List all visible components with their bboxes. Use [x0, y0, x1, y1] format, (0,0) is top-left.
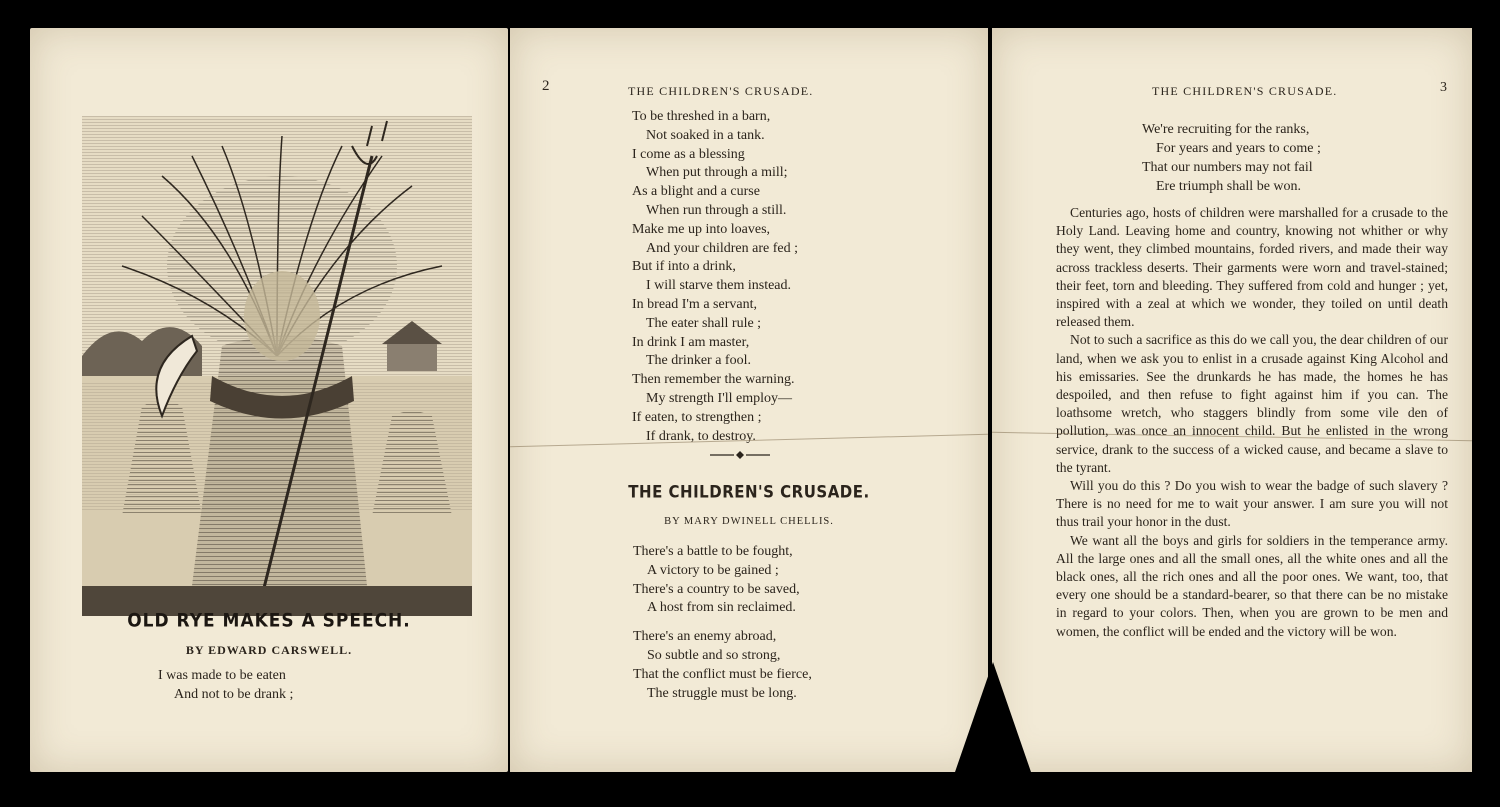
poem-line: As a blight and a curse — [632, 184, 760, 200]
page-middle — [510, 28, 988, 772]
page-right — [992, 28, 1472, 772]
page-number: 2 — [542, 78, 550, 94]
poem-line: When put through a mill; — [646, 165, 788, 181]
running-header: THE CHILDREN'S CRUSADE. — [628, 84, 814, 98]
poem-line: If eaten, to strengthen ; — [632, 409, 762, 425]
poem-continuation — [632, 108, 798, 446]
ornament-divider — [710, 450, 770, 460]
poem-line: That the conflict must be fierce, — [633, 666, 812, 682]
poem-stanzas — [633, 543, 812, 703]
poem-line: And not to be drank ; — [174, 687, 294, 702]
poem-line: A host from sin reclaimed. — [647, 600, 796, 616]
poem-title: OLD RYE MAKES A SPEECH. — [127, 610, 411, 632]
poem-title: THE CHILDREN'S CRUSADE. — [628, 482, 870, 502]
page-number: 3 — [1440, 80, 1447, 95]
poem-line: Then remember the warning. — [632, 372, 795, 388]
poem-line: Not soaked in a tank. — [646, 127, 765, 143]
poem-line: Make me up into loaves, — [632, 221, 771, 237]
poem-line: The drinker a fool. — [646, 353, 751, 369]
poem-line: I come as a blessing — [632, 146, 745, 162]
poem-line: There's a country to be saved, — [633, 581, 800, 597]
stanza-gap — [633, 618, 812, 628]
page-left — [30, 28, 508, 772]
poem-line: If drank, to destroy. — [646, 428, 756, 444]
poem-line: The eater shall rule ; — [646, 315, 762, 331]
poem-line: To be threshed in a barn, — [632, 109, 771, 124]
running-header: THE CHILDREN'S CRUSADE. — [1152, 84, 1338, 98]
poem-line: My strength I'll employ— — [646, 390, 793, 406]
paragraph: Not to such a sacrifice as this do we call you, the dear children of our land, when we ask you to enlist in a crusade against King Alcohol and his emissaries. See the drunkards he has made, the homes he has despoiled, and then refuse to fight against him if you can. The loathsome wretch, who staggers blindly from some vile den of pollution, was once an innocent child. But he enlisted in the wrong service, drank to the success of a wicked cause, and became a slave to the tyrant. — [1056, 332, 1448, 475]
page-notch — [955, 662, 1031, 772]
poem-line: But if into a drink, — [632, 259, 736, 275]
poem-line: And your children are fed ; — [646, 240, 798, 256]
prose-body — [1056, 204, 1448, 641]
poem-line: So subtle and so strong, — [647, 647, 781, 663]
poem-line: There's a battle to be fought, — [633, 544, 793, 559]
poem-line: Ere triumph shall be won. — [1156, 179, 1302, 194]
poem-line: In drink I am master, — [632, 334, 750, 350]
poem-line: In bread I'm a servant, — [632, 296, 757, 312]
poem-lines — [158, 666, 293, 704]
poem-line: The struggle must be long. — [647, 685, 797, 701]
poem-line: A victory to be gained ; — [647, 562, 779, 578]
wheat-sheaf-illustration — [82, 116, 472, 616]
poem-line: I will starve them instead. — [646, 278, 792, 294]
poem-line: When run through a still. — [646, 202, 787, 218]
poem-stanza — [1142, 120, 1321, 196]
paragraph: Centuries ago, hosts of children were marshalled for a crusade to the Holy Land. Leaving home and country, knowing not whither or why they went, they climbed mountains, forded rivers, and made their way across trackless deserts. Their garments were worn and travel-stained; their feet, torn and bleeding. They suffered from cold and hunger ; yet, inspired with a zeal at which we wonder, they toiled on until death released them. — [1056, 205, 1448, 330]
poem-byline: BY EDWARD CARSWELL. — [185, 643, 353, 657]
poem-byline: BY MARY DWINELL CHELLIS. — [664, 516, 834, 527]
paragraph: Will you do this ? Do you wish to wear the badge of such slavery ? There is no need for me to wait your answer. I am sure you will not thus trail your honor in the dust. — [1056, 478, 1448, 530]
poem-line: That our numbers may not fail — [1142, 160, 1313, 175]
poem-line: I was made to be eaten — [158, 668, 286, 683]
poem-line: There's an enemy abroad, — [633, 629, 777, 645]
poem-line: We're recruiting for the ranks, — [1142, 122, 1310, 137]
paragraph: We want all the boys and girls for soldiers in the temperance army. All the large ones and all the small ones, all the white ones and all the black ones, all the rich ones and all the poor ones. We want, too, that every one should be a standard-bearer, so that there can be no mistake in regard to your colors. Then, when you are grown to be men and women, the conflict will be ended and the victory will be won. — [1056, 532, 1448, 639]
poem-line: For years and years to come ; — [1156, 141, 1321, 156]
